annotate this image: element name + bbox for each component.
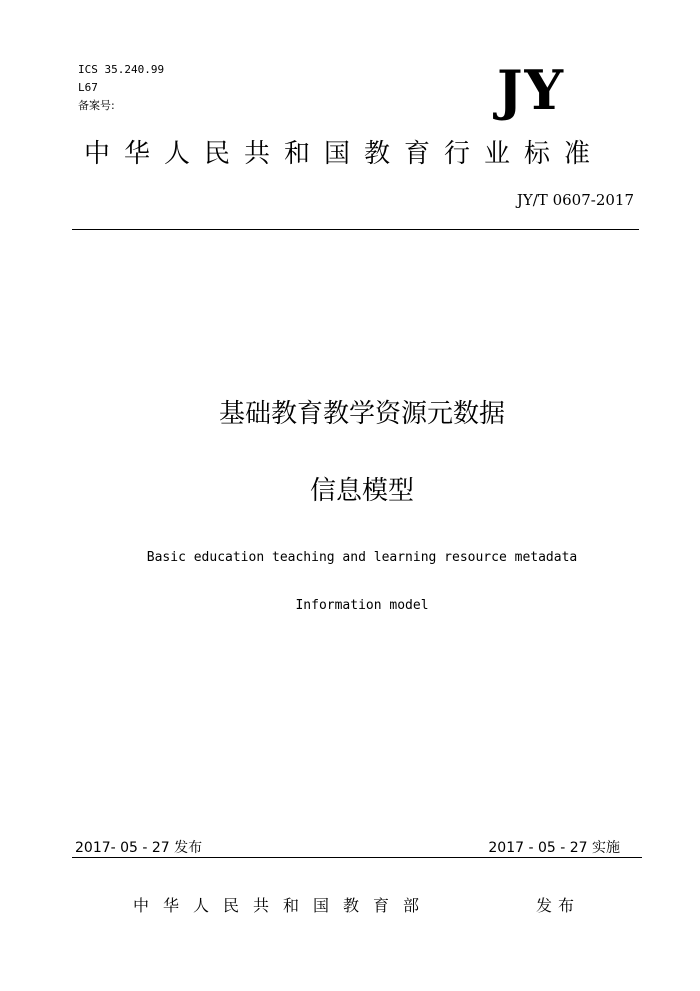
header-divider [72,229,639,230]
implementation-date: 2017 - 05 - 27 实施 [488,840,620,856]
issue-date: 2017- 05 - 27 发布 [75,840,203,856]
document-title-english-line2: Information model [295,598,429,613]
standard-category-title: 中华人民共和国教育行业标准 [84,139,605,169]
footer-divider [72,857,642,858]
record-number-label: 备案号: [78,99,115,112]
document-title-english-line1: Basic education teaching and learning resource metadata [146,550,578,565]
ics-code: ICS 35.240.99 [78,63,165,76]
document-title-chinese-line2: 信息模型 [309,476,414,506]
jy-logo: JY [497,58,566,122]
document-title-chinese-line1: 基础教育教学资源元数据 [218,399,505,429]
clc-code: L67 [78,81,98,94]
issue-label: 发布 [536,896,581,915]
issuing-authority: 中华人民共和国教育部 [133,896,434,915]
standard-number: JY/T 0607-2017 [516,191,634,209]
